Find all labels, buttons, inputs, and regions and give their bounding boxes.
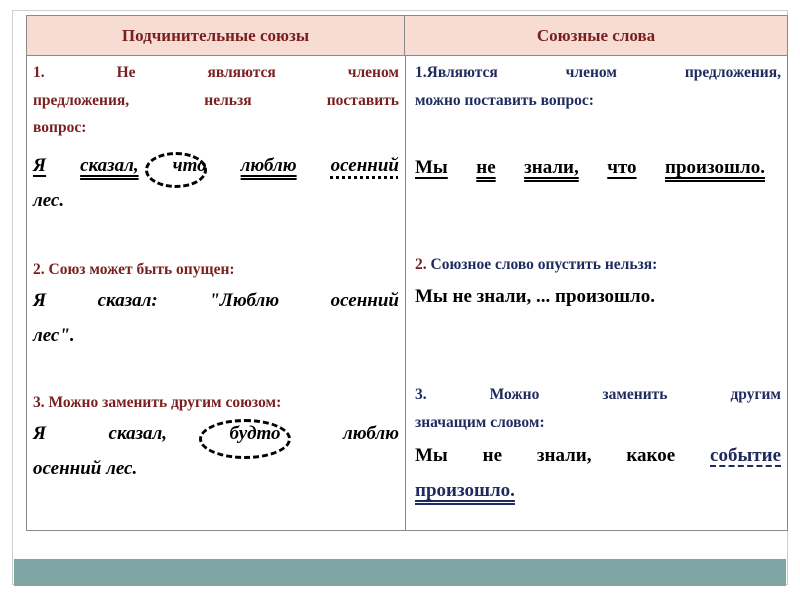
- word-predicate: произошло.: [665, 157, 765, 178]
- word-predicate: знали,: [524, 157, 579, 178]
- point-number: 2.: [415, 256, 427, 273]
- right-point1-line1: [415, 64, 781, 82]
- right-point2: [415, 256, 657, 274]
- left-point2: 2. Союз может быть опущен:: [33, 261, 235, 278]
- word: предложения,: [33, 92, 130, 109]
- left-example2-line2: лес".: [33, 325, 75, 346]
- word: Я: [33, 290, 47, 311]
- right-point3-line2: значащим словом:: [415, 414, 545, 431]
- footer-bar: [14, 559, 786, 586]
- left-point1-line3: вопрос:: [33, 119, 87, 136]
- word-subject: Мы: [415, 157, 448, 178]
- word-conjunction: будто: [229, 423, 281, 444]
- header-subordinating-conjunctions: Подчинительные союзы: [27, 16, 405, 56]
- left-example3-line2: осенний лес.: [33, 458, 138, 479]
- left-example1-line1: [33, 155, 399, 177]
- word: Я: [33, 423, 47, 444]
- word: Можно: [489, 386, 540, 403]
- point-text: Союзное слово опустить нельзя:: [426, 256, 658, 273]
- word-predicate: люблю: [240, 155, 297, 176]
- word: Не: [116, 64, 136, 81]
- word-subject: Я: [33, 155, 47, 176]
- left-example2-line1: [33, 290, 399, 312]
- word-conjunctive: событие: [710, 445, 781, 466]
- word: Мы: [415, 445, 448, 466]
- word: не: [482, 445, 503, 466]
- right-point1-line2: можно поставить вопрос:: [415, 92, 594, 109]
- word: нельзя: [204, 92, 252, 109]
- word: 1.: [33, 64, 45, 81]
- word: какое: [626, 445, 676, 466]
- comparison-table: [26, 15, 788, 531]
- word: знали,: [536, 445, 592, 466]
- word: предложения,: [684, 64, 781, 81]
- word: люблю: [342, 423, 399, 444]
- word: сказал,: [108, 423, 168, 444]
- word-conjunction: что: [172, 155, 207, 176]
- word-attribute: осенний: [330, 155, 399, 176]
- right-point3-line1: [415, 386, 781, 404]
- word: поставить: [326, 92, 399, 109]
- left-point1-line2: [33, 92, 399, 110]
- word: осенний: [330, 290, 399, 311]
- conjunction-oval: [145, 152, 207, 188]
- right-example3-line2: [415, 480, 515, 502]
- word: являются: [207, 64, 276, 81]
- column-divider: [405, 56, 406, 530]
- word: другим: [730, 386, 781, 403]
- word: членом: [347, 64, 399, 81]
- word: 1.Являются: [415, 64, 498, 81]
- conjunction-oval: [199, 419, 291, 459]
- word-conjunctive: что: [607, 157, 637, 178]
- left-point3: 3. Можно заменить другим союзом:: [33, 394, 282, 411]
- word: 3.: [415, 386, 427, 403]
- word: "Люблю: [209, 290, 280, 311]
- word: заменить: [602, 386, 668, 403]
- word-predicate: сказал,: [80, 155, 139, 176]
- left-point1-line1: [33, 64, 399, 82]
- right-example2: Мы не знали, ... произошло.: [415, 286, 655, 307]
- word: членом: [565, 64, 617, 81]
- right-example3-line1: [415, 445, 781, 467]
- header-conjunctive-words: Союзные слова: [405, 16, 787, 56]
- left-example1-line2: лес.: [33, 190, 65, 211]
- word: сказал:: [97, 290, 158, 311]
- word-predicate: произошло.: [415, 480, 515, 501]
- right-example1: [415, 157, 765, 179]
- word-predicate: не: [476, 157, 496, 178]
